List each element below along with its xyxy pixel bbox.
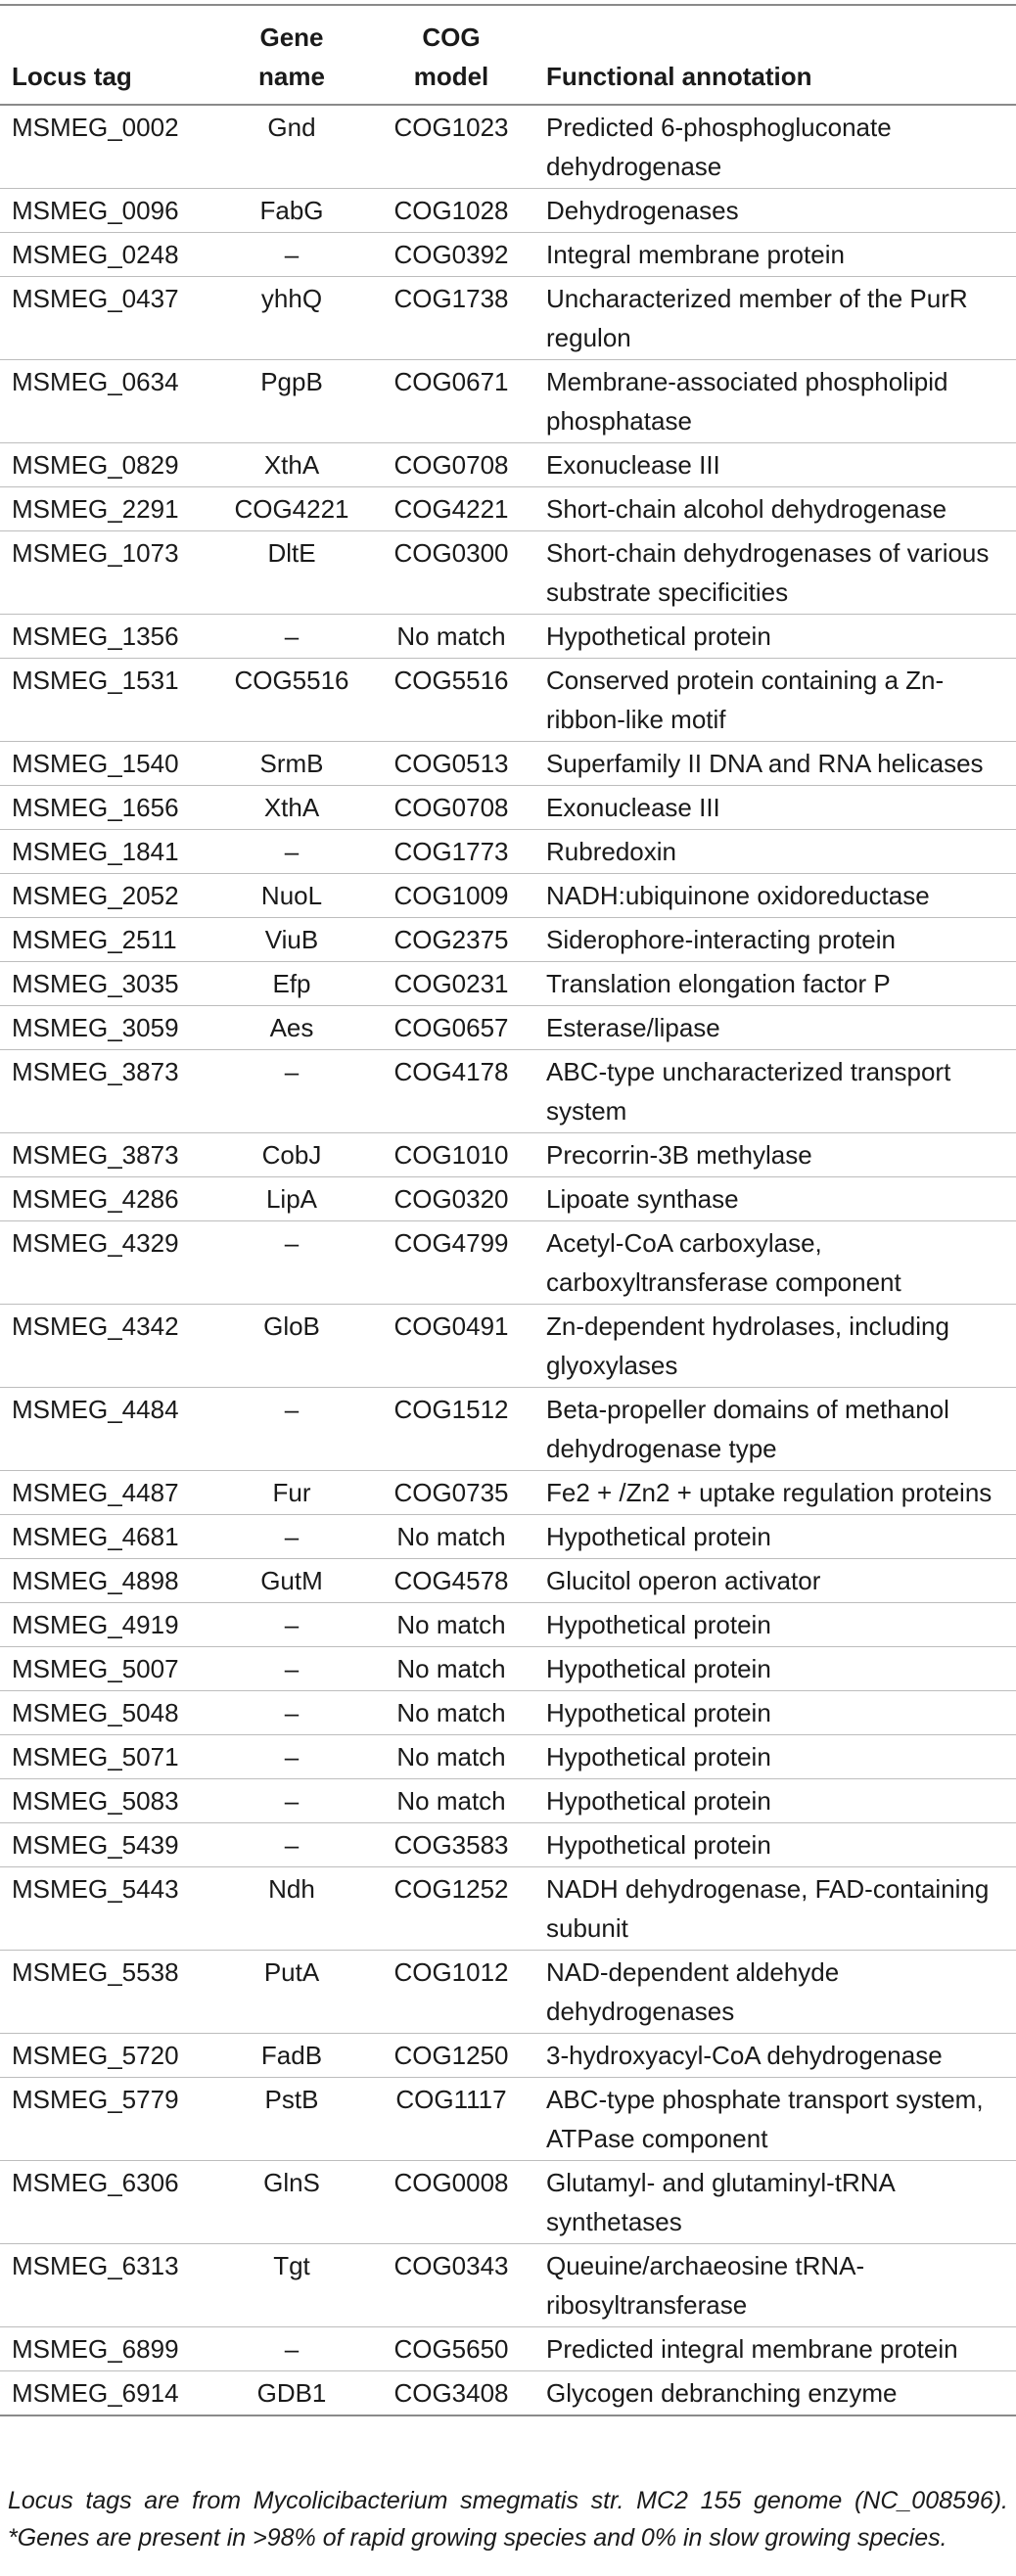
locus-tag-cell: MSMEG_1073 [0, 531, 217, 615]
functional-annotation-cell: Hypothetical protein [536, 1823, 1016, 1867]
gene-name-cell: – [217, 233, 366, 277]
functional-annotation-cell: Hypothetical protein [536, 1691, 1016, 1735]
gene-name-cell: PgpB [217, 360, 366, 443]
gene-name-cell: FadB [217, 2034, 366, 2078]
gene-name-cell: DltE [217, 531, 366, 615]
gene-name-cell: ViuB [217, 918, 366, 962]
table-row [0, 1823, 1016, 1867]
gene-name-cell: – [217, 1823, 366, 1867]
functional-annotation-cell: Superfamily II DNA and RNA helicases [536, 742, 1016, 786]
locus-tag-cell: MSMEG_1531 [0, 659, 217, 742]
functional-annotation-cell: Exonuclease III [536, 443, 1016, 487]
functional-annotation-cell: 3-hydroxyacyl-CoA dehydrogenase [536, 2034, 1016, 2078]
cog-model-cell: No match [366, 1735, 536, 1779]
gene-name-cell: – [217, 1388, 366, 1471]
locus-tag-cell: MSMEG_3059 [0, 1006, 217, 1050]
table-row [0, 1603, 1016, 1647]
gene-name-cell: GutM [217, 1559, 366, 1603]
functional-annotation-cell: Queuine/archaeosine tRNA-ribosyltransferase [536, 2244, 1016, 2327]
gene-name-cell: COG4221 [217, 487, 366, 531]
functional-annotation-cell: Rubredoxin [536, 830, 1016, 874]
cog-model-cell: COG1010 [366, 1133, 536, 1177]
table-row [0, 962, 1016, 1006]
locus-tag-cell: MSMEG_6914 [0, 2371, 217, 2416]
table-row [0, 1647, 1016, 1691]
locus-tag-cell: MSMEG_2052 [0, 874, 217, 918]
cog-model-cell: COG4799 [366, 1221, 536, 1305]
gene-name-cell: – [217, 1691, 366, 1735]
cog-model-cell: COG0008 [366, 2161, 536, 2244]
functional-annotation-cell: Siderophore-interacting protein [536, 918, 1016, 962]
cog-model-cell: COG4221 [366, 487, 536, 531]
cog-model-cell: COG4578 [366, 1559, 536, 1603]
functional-annotation-cell: Short-chain dehydrogenases of various substrate specificities [536, 531, 1016, 615]
functional-annotation-cell: Esterase/lipase [536, 1006, 1016, 1050]
gene-name-cell: PutA [217, 1951, 366, 2034]
cog-model-cell: COG1250 [366, 2034, 536, 2078]
functional-annotation-cell: Hypothetical protein [536, 1515, 1016, 1559]
locus-tag-cell: MSMEG_5439 [0, 1823, 217, 1867]
cog-model-cell: COG5650 [366, 2327, 536, 2371]
table-row [0, 487, 1016, 531]
gene-name-cell: LipA [217, 1177, 366, 1221]
functional-annotation-cell: NAD-dependent aldehyde dehydrogenases [536, 1951, 1016, 2034]
functional-annotation-cell: Uncharacterized member of the PurR regulon [536, 277, 1016, 360]
table-row [0, 2371, 1016, 2416]
functional-annotation-cell: Zn-dependent hydrolases, including glyoxylases [536, 1305, 1016, 1388]
gene-name-cell: GDB1 [217, 2371, 366, 2416]
header-gene-name-text: Gene name [258, 23, 325, 91]
gene-name-cell: – [217, 1221, 366, 1305]
cog-model-cell: No match [366, 1691, 536, 1735]
gene-name-cell: FabG [217, 189, 366, 233]
table-row [0, 918, 1016, 962]
table-row [0, 786, 1016, 830]
table-row [0, 1471, 1016, 1515]
locus-tag-cell: MSMEG_5538 [0, 1951, 217, 2034]
table-row [0, 1559, 1016, 1603]
cog-model-cell: COG1252 [366, 1867, 536, 1951]
locus-tag-cell: MSMEG_4919 [0, 1603, 217, 1647]
gene-name-cell: – [217, 830, 366, 874]
table-row [0, 1779, 1016, 1823]
locus-tag-cell: MSMEG_0829 [0, 443, 217, 487]
table-row [0, 830, 1016, 874]
locus-tag-cell: MSMEG_5720 [0, 2034, 217, 2078]
locus-tag-cell: MSMEG_4342 [0, 1305, 217, 1388]
table-row [0, 1050, 1016, 1133]
cog-model-cell: COG1028 [366, 189, 536, 233]
functional-annotation-cell: Hypothetical protein [536, 1603, 1016, 1647]
gene-name-cell: GloB [217, 1305, 366, 1388]
functional-annotation-cell: NADH:ubiquinone oxidoreductase [536, 874, 1016, 918]
locus-tag-cell: MSMEG_1841 [0, 830, 217, 874]
gene-name-cell: yhhQ [217, 277, 366, 360]
cog-model-cell: COG0735 [366, 1471, 536, 1515]
functional-annotation-cell: Integral membrane protein [536, 233, 1016, 277]
locus-tag-cell: MSMEG_1656 [0, 786, 217, 830]
gene-name-cell: Fur [217, 1471, 366, 1515]
functional-annotation-cell: Hypothetical protein [536, 615, 1016, 659]
gene-name-cell: COG5516 [217, 659, 366, 742]
cog-model-cell: COG1023 [366, 105, 536, 189]
functional-annotation-cell: Lipoate synthase [536, 1177, 1016, 1221]
functional-annotation-cell: Glucitol operon activator [536, 1559, 1016, 1603]
cog-model-cell: COG0300 [366, 531, 536, 615]
functional-annotation-cell: Dehydrogenases [536, 189, 1016, 233]
table-row [0, 105, 1016, 189]
table-row [0, 277, 1016, 360]
header-functional-annotation: Functional annotation [536, 5, 1016, 105]
cog-model-cell: COG1773 [366, 830, 536, 874]
locus-tag-cell: MSMEG_4898 [0, 1559, 217, 1603]
cog-model-cell: COG0320 [366, 1177, 536, 1221]
locus-tag-cell: MSMEG_6899 [0, 2327, 217, 2371]
table-row [0, 874, 1016, 918]
gene-name-cell: Efp [217, 962, 366, 1006]
locus-tag-cell: MSMEG_3873 [0, 1133, 217, 1177]
table-row [0, 2078, 1016, 2161]
cog-model-cell: No match [366, 1603, 536, 1647]
gene-name-cell: Aes [217, 1006, 366, 1050]
gene-name-cell: – [217, 1603, 366, 1647]
locus-tag-cell: MSMEG_3035 [0, 962, 217, 1006]
functional-annotation-cell: Hypothetical protein [536, 1735, 1016, 1779]
locus-tag-cell: MSMEG_2511 [0, 918, 217, 962]
table-row [0, 1221, 1016, 1305]
table-row [0, 1133, 1016, 1177]
functional-annotation-cell: Hypothetical protein [536, 1647, 1016, 1691]
gene-name-cell: PstB [217, 2078, 366, 2161]
locus-tag-cell: MSMEG_1540 [0, 742, 217, 786]
cog-model-cell: COG0513 [366, 742, 536, 786]
functional-annotation-cell: Predicted integral membrane protein [536, 2327, 1016, 2371]
functional-annotation-cell: Glycogen debranching enzyme [536, 2371, 1016, 2416]
gene-name-cell: Tgt [217, 2244, 366, 2327]
cog-model-cell: COG0657 [366, 1006, 536, 1050]
functional-annotation-cell: Glutamyl- and glutaminyl-tRNA synthetases [536, 2161, 1016, 2244]
gene-name-cell: GlnS [217, 2161, 366, 2244]
locus-tag-cell: MSMEG_5443 [0, 1867, 217, 1951]
locus-tag-cell: MSMEG_0248 [0, 233, 217, 277]
table-row [0, 443, 1016, 487]
locus-tag-cell: MSMEG_5779 [0, 2078, 217, 2161]
locus-tag-cell: MSMEG_5083 [0, 1779, 217, 1823]
gene-name-cell: CobJ [217, 1133, 366, 1177]
cog-model-cell: COG0491 [366, 1305, 536, 1388]
locus-tag-cell: MSMEG_0634 [0, 360, 217, 443]
table-row [0, 189, 1016, 233]
gene-name-cell: – [217, 1647, 366, 1691]
functional-annotation-cell: Membrane-associated phospholipid phosphatase [536, 360, 1016, 443]
locus-tag-cell: MSMEG_5048 [0, 1691, 217, 1735]
cog-model-cell: COG1009 [366, 874, 536, 918]
gene-name-cell: NuoL [217, 874, 366, 918]
table-row [0, 1515, 1016, 1559]
cog-model-cell: COG3583 [366, 1823, 536, 1867]
table-row [0, 1388, 1016, 1471]
table-row [0, 742, 1016, 786]
cog-model-cell: COG0671 [366, 360, 536, 443]
gene-name-cell: XthA [217, 786, 366, 830]
cog-model-cell: COG0708 [366, 786, 536, 830]
cog-model-cell: No match [366, 1515, 536, 1559]
gene-name-cell: – [217, 615, 366, 659]
functional-annotation-cell: Acetyl-CoA carboxylase, carboxyltransferase component [536, 1221, 1016, 1305]
table-row [0, 2161, 1016, 2244]
table-row [0, 1951, 1016, 2034]
locus-tag-cell: MSMEG_3873 [0, 1050, 217, 1133]
table-row [0, 1691, 1016, 1735]
functional-annotation-cell: Exonuclease III [536, 786, 1016, 830]
table-row [0, 1006, 1016, 1050]
gene-name-cell: – [217, 1735, 366, 1779]
header-gene-name [217, 5, 366, 105]
gene-name-cell: – [217, 1515, 366, 1559]
gene-name-cell: Gnd [217, 105, 366, 189]
gene-name-cell: – [217, 1050, 366, 1133]
header-cog-model-text: COG model [413, 23, 489, 91]
locus-tag-cell: MSMEG_1356 [0, 615, 217, 659]
functional-annotation-cell: Fe2 + /Zn2 + uptake regulation proteins [536, 1471, 1016, 1515]
functional-annotation-cell: Short-chain alcohol dehydrogenase [536, 487, 1016, 531]
cog-model-cell: COG0343 [366, 2244, 536, 2327]
header-locus-tag: Locus tag [0, 5, 217, 105]
table-header [0, 5, 1016, 105]
table-row [0, 1735, 1016, 1779]
locus-tag-cell: MSMEG_0002 [0, 105, 217, 189]
locus-tag-cell: MSMEG_6313 [0, 2244, 217, 2327]
functional-annotation-cell: ABC-type phosphate transport system, ATPase component [536, 2078, 1016, 2161]
cog-model-cell: COG0231 [366, 962, 536, 1006]
gene-name-cell: – [217, 1779, 366, 1823]
locus-tag-cell: MSMEG_0096 [0, 189, 217, 233]
locus-tag-cell: MSMEG_4286 [0, 1177, 217, 1221]
cog-model-cell: COG1012 [366, 1951, 536, 2034]
locus-tag-cell: MSMEG_6306 [0, 2161, 217, 2244]
locus-tag-cell: MSMEG_4329 [0, 1221, 217, 1305]
table-row [0, 1305, 1016, 1388]
table-footnote: Locus tags are from Mycolicibacterium smegmatis str. MC2 155 genome (NC_008596). *Genes are present in >98% of rapid growing species and 0% in slow growing species. [8, 2487, 1008, 2552]
gene-name-cell: – [217, 2327, 366, 2371]
table-body [0, 105, 1016, 2415]
table-row [0, 659, 1016, 742]
cog-model-cell: No match [366, 1779, 536, 1823]
table-row [0, 1867, 1016, 1951]
functional-annotation-cell: Predicted 6-phosphogluconate dehydrogenase [536, 105, 1016, 189]
table-row [0, 360, 1016, 443]
functional-annotation-cell: NADH dehydrogenase, FAD-containing subunit [536, 1867, 1016, 1951]
cog-model-cell: COG1512 [366, 1388, 536, 1471]
cog-model-cell: COG0708 [366, 443, 536, 487]
cog-model-cell: COG0392 [366, 233, 536, 277]
table-row [0, 2244, 1016, 2327]
header-row [0, 5, 1016, 105]
table-row [0, 233, 1016, 277]
cog-model-cell: COG3408 [366, 2371, 536, 2416]
locus-tag-cell: MSMEG_5071 [0, 1735, 217, 1779]
cog-model-cell: COG1738 [366, 277, 536, 360]
cog-model-cell: COG2375 [366, 918, 536, 962]
gene-annotation-table [0, 4, 1016, 2416]
functional-annotation-cell: Hypothetical protein [536, 1779, 1016, 1823]
table-row [0, 531, 1016, 615]
functional-annotation-cell: Conserved protein containing a Zn-ribbon-like motif [536, 659, 1016, 742]
locus-tag-cell: MSMEG_0437 [0, 277, 217, 360]
cog-model-cell: No match [366, 1647, 536, 1691]
header-cog-model [366, 5, 536, 105]
functional-annotation-cell: ABC-type uncharacterized transport system [536, 1050, 1016, 1133]
cog-model-cell: COG1117 [366, 2078, 536, 2161]
functional-annotation-cell: Precorrin-3B methylase [536, 1133, 1016, 1177]
table-row [0, 2327, 1016, 2371]
locus-tag-cell: MSMEG_4487 [0, 1471, 217, 1515]
gene-name-cell: SrmB [217, 742, 366, 786]
cog-model-cell: No match [366, 615, 536, 659]
cog-model-cell: COG4178 [366, 1050, 536, 1133]
functional-annotation-cell: Beta-propeller domains of methanol dehydrogenase type [536, 1388, 1016, 1471]
gene-name-cell: Ndh [217, 1867, 366, 1951]
table-row [0, 1177, 1016, 1221]
table-row [0, 2034, 1016, 2078]
cog-model-cell: COG5516 [366, 659, 536, 742]
locus-tag-cell: MSMEG_2291 [0, 487, 217, 531]
locus-tag-cell: MSMEG_4681 [0, 1515, 217, 1559]
functional-annotation-cell: Translation elongation factor P [536, 962, 1016, 1006]
gene-name-cell: XthA [217, 443, 366, 487]
locus-tag-cell: MSMEG_4484 [0, 1388, 217, 1471]
table-row [0, 615, 1016, 659]
locus-tag-cell: MSMEG_5007 [0, 1647, 217, 1691]
